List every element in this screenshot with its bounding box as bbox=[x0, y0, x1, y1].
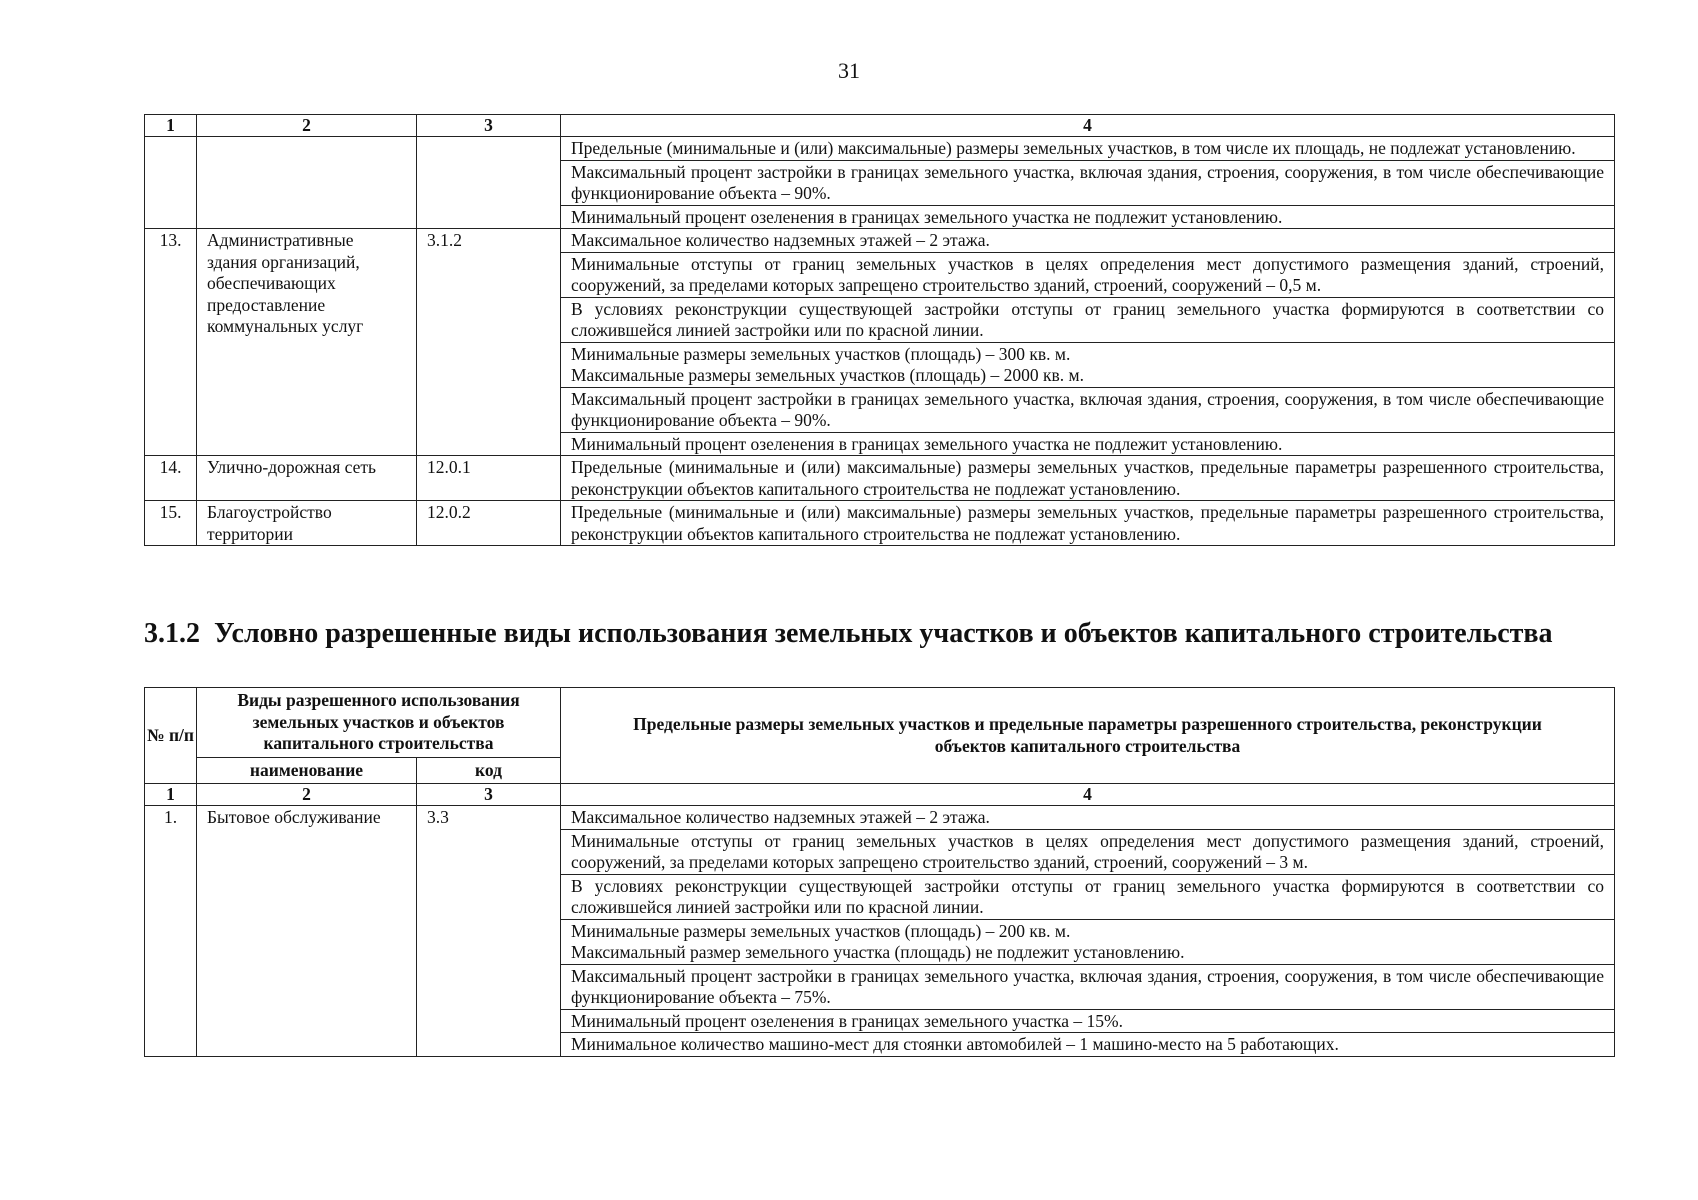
table-row bbox=[145, 229, 1615, 253]
row-number-cell: 13. bbox=[145, 229, 197, 456]
parameter-cell: Максимальный процент застройки в границах земельного участка, включая здания, строения, сооружения, в том числе обеспечивающие функционирование объекта – 90%. bbox=[561, 387, 1615, 432]
row-code-cell: 12.0.1 bbox=[417, 456, 561, 501]
parameter-cell bbox=[561, 919, 1615, 964]
table-row bbox=[145, 137, 1615, 161]
row-name-cell: Улично-дорожная сеть bbox=[197, 456, 417, 501]
parameter-line: Минимальные размеры земельных участков (площадь) – 200 кв. м. bbox=[571, 920, 1071, 941]
column-number: 2 bbox=[197, 784, 417, 806]
section-title: Условно разрешенные виды использования земельных участков и объектов капитального строительства bbox=[214, 618, 1553, 649]
land-use-table-continued bbox=[144, 114, 1615, 546]
row-number-cell bbox=[145, 137, 197, 229]
column-number: 3 bbox=[417, 784, 561, 806]
parameter-cell: Минимальный процент озеленения в границах земельного участка не подлежит установлению. bbox=[561, 205, 1615, 229]
row-number-cell: 1. bbox=[145, 806, 197, 1057]
column-number: 3 bbox=[417, 115, 561, 137]
column-number: 1 bbox=[145, 115, 197, 137]
row-code-cell: 12.0.2 bbox=[417, 501, 561, 546]
table-row bbox=[145, 456, 1615, 501]
row-number-cell: 15. bbox=[145, 501, 197, 546]
row-code-cell: 3.3 bbox=[417, 806, 561, 1057]
parameter-cell: В условиях реконструкции существующей застройки отступы от границ земельного участка формируются в соответствии со сложившейся линией застройки или по красной линии. bbox=[561, 874, 1615, 919]
parameter-line: Максимальный размер земельного участка (площадь) не подлежит установлению. bbox=[571, 942, 1185, 962]
parameter-cell: Предельные (минимальные и (или) максимальные) размеры земельных участков, предельные параметры разрешенного строительства, реконструкции объектов капитального строительства не подлежат установлению. bbox=[561, 456, 1615, 501]
parameter-cell: Максимальный процент застройки в границах земельного участка, включая здания, строения, сооружения, в том числе обеспечивающие функционирование объекта – 75%. bbox=[561, 964, 1615, 1009]
row-code-cell: 3.1.2 bbox=[417, 229, 561, 456]
row-name-cell bbox=[197, 137, 417, 229]
column-number: 4 bbox=[561, 115, 1615, 137]
section-heading bbox=[144, 617, 1614, 651]
row-name-cell: Благоустройство территории bbox=[197, 501, 417, 546]
row-code-cell bbox=[417, 137, 561, 229]
header-use-types: Виды разрешенного использования земельных участков и объектов капитального строительства bbox=[197, 688, 561, 758]
parameter-cell: В условиях реконструкции существующей застройки отступы от границ земельного участка формируются в соответствии со сложившейся линией застройки или по красной линии. bbox=[561, 297, 1615, 342]
page-number: 31 bbox=[838, 58, 860, 83]
table-header-row bbox=[145, 688, 1615, 758]
column-number-row bbox=[145, 115, 1615, 137]
table-row bbox=[145, 806, 1615, 830]
section-number: 3.1.2 bbox=[144, 618, 200, 649]
parameter-cell: Минимальный процент озеленения в границах земельного участка – 15%. bbox=[561, 1009, 1615, 1033]
parameter-line: Максимальные размеры земельных участков (площадь) – 2000 кв. м. bbox=[571, 365, 1084, 385]
table-row bbox=[145, 501, 1615, 546]
row-number-cell: 14. bbox=[145, 456, 197, 501]
row-name-cell: Административные здания организаций, обеспечивающих предоставление коммунальных услуг bbox=[197, 229, 417, 456]
parameter-cell bbox=[561, 342, 1615, 387]
row-name-cell: Бытовое обслуживание bbox=[197, 806, 417, 1057]
parameter-cell: Максимальное количество надземных этажей – 2 этажа. bbox=[561, 229, 1615, 253]
parameter-cell: Минимальное количество машино-мест для стоянки автомобилей – 1 машино-место на 5 работающих. bbox=[561, 1033, 1615, 1057]
header-name: наименование bbox=[197, 757, 417, 784]
parameter-cell: Предельные (минимальные и (или) максимальные) размеры земельных участков, предельные параметры разрешенного строительства, реконструкции объектов капитального строительства не подлежат установлению. bbox=[561, 501, 1615, 546]
parameter-cell: Минимальный процент озеленения в границах земельного участка не подлежит установлению. bbox=[561, 432, 1615, 456]
header-number: № п/п bbox=[145, 688, 197, 784]
column-number: 4 bbox=[561, 784, 1615, 806]
conditional-land-use-table bbox=[144, 687, 1615, 1057]
header-code: код bbox=[417, 757, 561, 784]
parameter-cell: Максимальный процент застройки в границах земельного участка, включая здания, строения, сооружения, в том числе обеспечивающие функционирование объекта – 90%. bbox=[561, 160, 1615, 205]
header-parameters: Предельные размеры земельных участков и предельные параметры разрешенного строительства, реконструкции объектов капитального строительства bbox=[561, 688, 1615, 784]
parameter-cell: Минимальные отступы от границ земельных участков в целях определения мест допустимого размещения зданий, строений, сооружений, за пределами которых запрещено строительство зданий, строений, сооружений – 3 м. bbox=[561, 829, 1615, 874]
column-number-row bbox=[145, 784, 1615, 806]
parameter-cell: Максимальное количество надземных этажей – 2 этажа. bbox=[561, 806, 1615, 830]
column-number: 2 bbox=[197, 115, 417, 137]
parameter-cell: Предельные (минимальные и (или) максимальные) размеры земельных участков, в том числе их площадь, не подлежат установлению. bbox=[561, 137, 1615, 161]
parameter-line: Минимальные размеры земельных участков (площадь) – 300 кв. м. bbox=[571, 343, 1071, 364]
parameter-cell: Минимальные отступы от границ земельных участков в целях определения мест допустимого размещения зданий, строений, сооружений, за пределами которых запрещено строительство зданий, строений, сооружений – 0,5 м. bbox=[561, 252, 1615, 297]
column-number: 1 bbox=[145, 784, 197, 806]
